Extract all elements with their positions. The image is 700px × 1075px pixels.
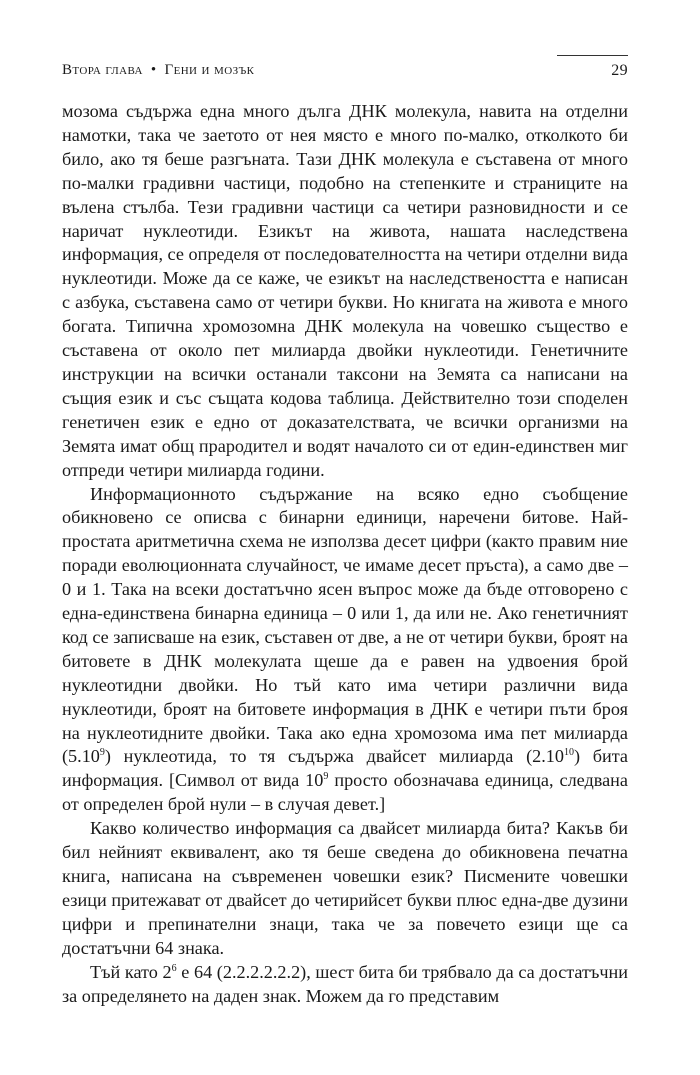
paragraph-2-text-d: просто обозначава единица, следвана от определен брой нули – в случая девет.] [62,770,628,815]
running-header [62,62,628,86]
paragraph-4 [62,961,628,1009]
page-number: 29 [611,62,628,79]
paragraph-2 [62,483,628,818]
paragraph-2-text-b: ) нуклеотида, то тя съдържа двайсет милиарда (2.10 [104,746,564,767]
paragraph-2-text-a: Информационното съдържание на всяко едно съобщение обикновено се описва с бинарни единици, наречени битове. Най-простата аритметична схема не използва десет цифри (както правим ние поради еволюционната случайност, че имаме десет пръста), а само две – 0 и 1. Така на всеки достатъчно ясен въпрос може да бъде отговорено с една-единствена бинарна единица – 0 или 1, да или не. Ако генетичният код се записваше на език, съставен от две, а не от четири букви, броят на битовете в ДНК молекулата щеше да е равен на удвоения брой нуклеотидни двойки. Но тъй като има четири различни вида нуклеотиди, броят на битовете информация в ДНК е четири пъти броя на нуклеотидните двойки. Така ако една хромозома има пет милиарда (5.10 [62,483,628,767]
superscript-exponent: 10 [563,747,574,759]
body-text [62,100,628,1008]
paragraph-4-text-a: Тъй като 2 [90,961,172,982]
paragraph-3 [62,817,628,960]
header-separator: • [150,62,157,78]
paragraph-1 [62,100,628,483]
chapter-title [62,62,254,79]
header-rule [557,55,628,56]
paragraph-2-text-c: ) бита информация. [Символ от вида 10 [62,746,628,791]
paragraph-1-text: мозома съдържа една много дълга ДНК молекула, навита на отделни намотки, така че заетото от нея място е много по-малко, отколкото би било, ако тя беше разгъната. Тази ДНК молекула е съставена от много по-малки градивни частици, подобно на степенките и страниците на вълена стълба. Тези градивни частици са четири разновидности и се наричат нуклеотиди. Езикът на живота, нашата наследствена информация, се определя от последователността на четири отделни вида нуклеотиди. Може да се каже, че езикът на наследствеността е написан с азбука, съставена само от четири букви. Но книгата на живота е много богата. Типична хромозомна ДНК молекула на човешко същество е съставена от около пет милиарда двойки нуклеотиди. Генетичните инструкции на всички останали таксони на Земята са написани на същия език и със същата кодова таблица. Действително този споделен генетичен език е едно от доказателствата, че всички организми на Земята имат общ прародител и водят началото си от един-единствен миг отпреди четири милиарда години. [62,101,628,480]
section-label: Гени и мозък [164,62,255,78]
chapter-label: Втора глава [62,62,143,78]
paragraph-4-text-b: е 64 (2.2.2.2.2.2), шест бита би трябвало да са достатъчни за определянето на даден знак. Можем да го представим [62,961,629,1006]
superscript-exponent: 9 [323,771,329,783]
superscript-exponent: 6 [171,962,177,974]
superscript-exponent: 9 [99,747,105,759]
paragraph-3-text: Какво количество информация са двайсет милиарда бита? Какъв би бил нейният еквивалент, ако тя беше сведена до обикновена печатна книга, написана на съвременен човешки език? Писмените човешки езици притежават от двайсет до четирийсет букви плюс една-две дузини цифри и препинателни знаци, така че за повечето езици ще са достатъчни 64 знака. [62,818,628,958]
